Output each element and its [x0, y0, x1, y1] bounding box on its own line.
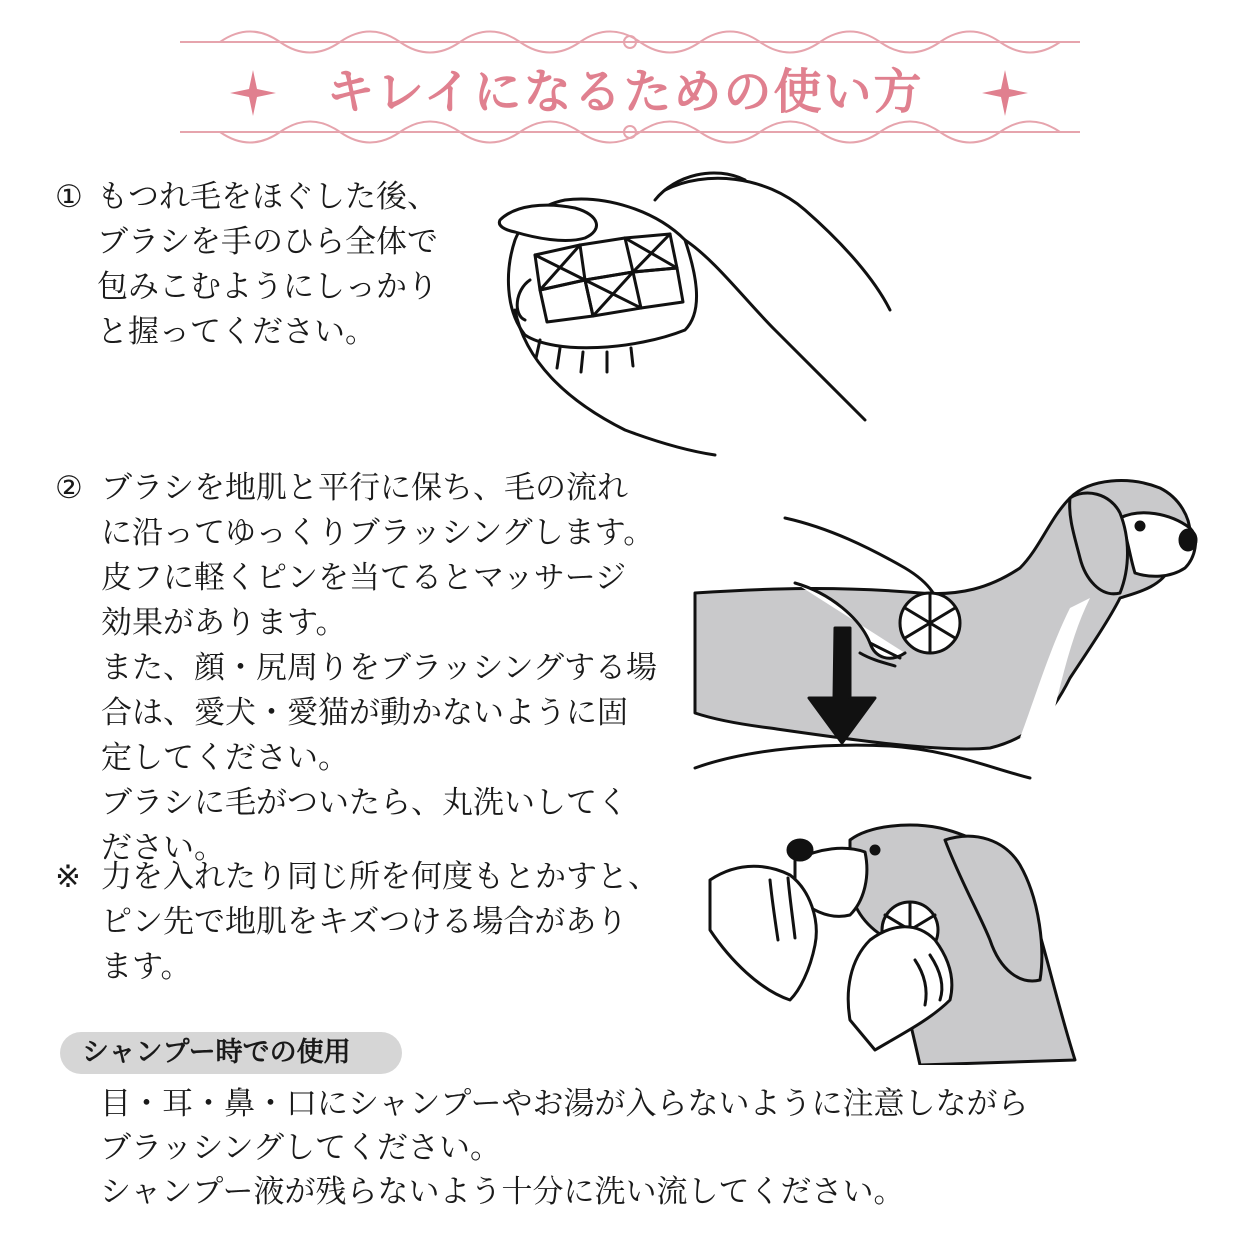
- step-2-marker: ②: [55, 470, 83, 506]
- step-1-line: と握ってください。: [97, 314, 376, 350]
- caution-line: ピン先で地肌をキズつける場合があり: [101, 904, 628, 940]
- caution-marker: ※: [55, 859, 81, 895]
- step-2-line: ブラシに毛がついたら、丸洗いしてく: [101, 785, 628, 821]
- shampoo-line: シャンプー液が残らないよう十分に洗い流してください。: [100, 1174, 905, 1210]
- shampoo-line: 目・耳・鼻・口にシャンプーやお湯が入らないように注意しながら: [100, 1086, 1029, 1122]
- caution-line: 力を入れたり同じ所を何度もとかすと、: [101, 859, 659, 895]
- step-2-line: 定してください。: [101, 740, 349, 776]
- step-2-line: 効果があります。: [101, 605, 347, 641]
- step-2-line: 合は、愛犬・愛猫が動かないように固: [101, 695, 628, 731]
- step-2: [55, 466, 675, 871]
- step-2-line: ブラシを地肌と平行に保ち、毛の流れ: [101, 470, 628, 506]
- step-2-line: また、顔・尻周りをブラッシングする場: [101, 650, 657, 686]
- step-1-line: もつれ毛をほぐした後、: [97, 179, 438, 215]
- step-1: [55, 175, 475, 355]
- hand-holding-brush-illustration: [485, 160, 905, 460]
- step-2-line: 皮フに軽くピンを当てるとマッサージ: [101, 560, 627, 596]
- shampoo-instructions: [100, 1082, 1028, 1214]
- step-1-line: ブラシを手のひら全体で: [97, 224, 438, 260]
- caution-note: [55, 855, 675, 990]
- step-1-line: 包みこむようにしっかり: [97, 269, 438, 305]
- page-title: キレイになるための使い方: [326, 64, 924, 120]
- top-ornament-border: [180, 22, 1080, 62]
- dog-brushing-illustration: [690, 468, 1230, 808]
- caution-line: ます。: [101, 949, 192, 985]
- dog-face-brushing-illustration: [700, 820, 1085, 1065]
- shampoo-line: ブラッシングしてください。: [100, 1130, 501, 1166]
- shampoo-section-badge: シャンプー時での使用: [60, 1032, 402, 1074]
- step-2-line: ださい。: [101, 830, 225, 866]
- step-1-marker: ①: [55, 179, 83, 215]
- step-2-line: に沿ってゆっくりブラッシングします。: [101, 515, 655, 551]
